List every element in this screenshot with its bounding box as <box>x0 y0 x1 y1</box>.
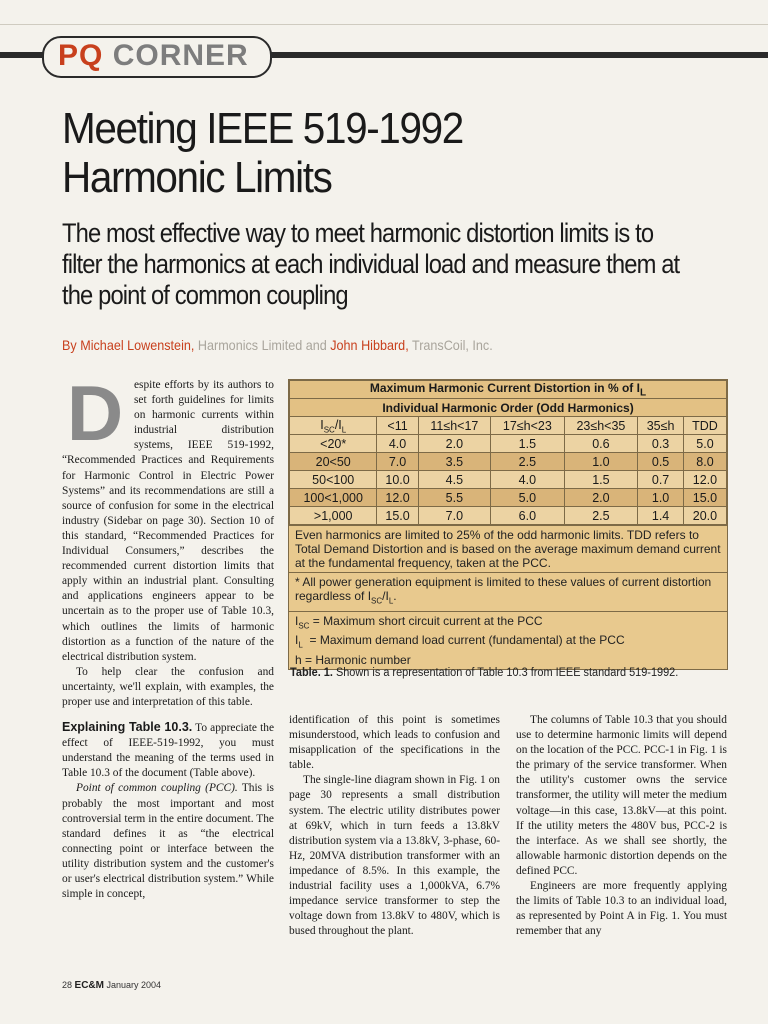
table-cell: 0.3 <box>638 435 684 453</box>
section-heading: Explaining Table 10.3. <box>62 720 193 735</box>
table-cell: 7.0 <box>418 507 490 525</box>
table-subtitle: Individual Harmonic Order (Odd Harmonics) <box>290 399 727 417</box>
column-header: 17≤h<23 <box>491 417 565 435</box>
table-cell: 20.0 <box>683 507 726 525</box>
table-cell: 100<1,000 <box>290 489 377 507</box>
table-cell: 4.5 <box>418 471 490 489</box>
page-number: 28 <box>62 980 73 990</box>
table-cell: 15.0 <box>683 489 726 507</box>
paragraph: The columns of Table 10.3 that you should use to determine harmonic limits will depend on the location of the PCC. PCC-1 in Fig. 1 is the primary of the service transformer. When the utility's customer owns the service transformer, the utility will meter the medium voltage—in this case, 13.8kV—at this point. If the utility meters the 480V bus, PCC-2 is the interface. As we shall see shortly, the allowable harmonic distortion depends on the defined PCC. <box>516 714 727 877</box>
table-cell: 1.0 <box>638 489 684 507</box>
paragraph: espite efforts by its authors to set forth guidelines for limits on harmonic currents within industrial distribution systems, IEEE 519-1992, “Recommended Practices and Requirements for Harmonic Control in Electric Power Systems” and its recommendations are still a source of confusion for some in the electrical industry (Sidebar on page 30). Section 10 of this standard, “Recommended Practices for Individual Consumers,” describes the recommended current distortion limits that apply within an industrial plant. Consulting and applications engineers appear to be uncertain as to the proper use of Table 10.3, which outlines the limits of harmonic distortion as a function of the nature of the electrical distribution system. <box>62 379 274 663</box>
byline: By Michael Lowenstein, Harmonics Limited and John Hibbard, TransCoil, Inc. <box>62 337 493 353</box>
table-cell: 2.0 <box>418 435 490 453</box>
article-subtitle: The most effective way to meet harmonic distortion limits is to filter the harmonics at each individual load and measure them at the point of common coupling <box>62 218 680 310</box>
table-cell: 1.0 <box>564 453 638 471</box>
table-cell: 20<50 <box>290 453 377 471</box>
paragraph: Engineers are more frequently applying the limits of Table 10.3 to an individual load, as represented by Point A in Fig. 1. You must remember that any <box>516 880 727 938</box>
issue-date: January 2004 <box>106 980 162 990</box>
table-cell: 0.6 <box>564 435 638 453</box>
table-cell: 1.5 <box>564 471 638 489</box>
table-cell: >1,000 <box>290 507 377 525</box>
table-cell: 2.5 <box>564 507 638 525</box>
table-cell: 5.5 <box>418 489 490 507</box>
table-cell: 8.0 <box>683 453 726 471</box>
column-header: $I_{SC}/I_L$ <box>290 417 377 435</box>
table-cell: 10.0 <box>377 471 418 489</box>
table-note-generation: * All power generation equipment is limited to these values of current distortion regardless of $I_{SC}/I_L$. <box>289 572 727 610</box>
drop-cap: D <box>66 369 124 457</box>
table-cell: 5.0 <box>491 489 565 507</box>
table-row <box>290 435 727 453</box>
table-caption: Table. 1. Shown is a representation of Table 10.3 from IEEE standard 519-1992. <box>290 667 679 679</box>
table-row <box>290 453 727 471</box>
paragraph: identification of this point is sometimes misunderstood, which leads to confusion and misapplication of the specifications in the table. <box>289 714 500 772</box>
section-label: PQ CORNER <box>58 39 249 72</box>
paragraph: Point of common coupling (PCC). This is probably the most important and most controversial term in the entire document. The standard defines it as “the electrical connecting point or interface between the utility distribution system and the customer's or user's electrical distribution system.” While simple in concept, <box>62 782 274 901</box>
table-cell: 0.5 <box>638 453 684 471</box>
table-cell: 4.0 <box>377 435 418 453</box>
table-row <box>290 471 727 489</box>
table-cell: 15.0 <box>377 507 418 525</box>
table-cell: 50<100 <box>290 471 377 489</box>
table-cell: 6.0 <box>491 507 565 525</box>
table-cell: 0.7 <box>638 471 684 489</box>
table-cell: <20* <box>290 435 377 453</box>
table-cell: 7.0 <box>377 453 418 471</box>
column-header: <11 <box>377 417 418 435</box>
magazine-logo: EC&M <box>74 980 104 991</box>
table-row <box>290 507 727 525</box>
paragraph: To help clear the confusion and uncertainty, we'll explain, with examples, the proper use and interpretation of this table. <box>62 665 274 708</box>
table-note-even-harmonics: Even harmonics are limited to 25% of the odd harmonic limits. TDD refers to Total Demand Distortion and is based on the average maximum demand current at the fundamental frequency, taken at the PCC. <box>289 525 727 572</box>
column-header: 35≤h <box>638 417 684 435</box>
table-cell: 2.0 <box>564 489 638 507</box>
body-column-2 <box>289 713 500 939</box>
table-cell: 5.0 <box>683 435 726 453</box>
article-title: Meeting IEEE 519-1992 Harmonic Limits <box>62 104 463 202</box>
table-title: Maximum Harmonic Current Distortion in % of $I_L$ <box>290 381 727 399</box>
column-header: 11≤h<17 <box>418 417 490 435</box>
table-cell: 2.5 <box>491 453 565 471</box>
body-column-3 <box>516 713 727 939</box>
table-row <box>290 489 727 507</box>
table-cell: 1.5 <box>491 435 565 453</box>
page-footer <box>62 980 161 991</box>
body-column-1 <box>62 369 275 902</box>
table-cell: 12.0 <box>377 489 418 507</box>
column-header: TDD <box>683 417 726 435</box>
table-cell: 3.5 <box>418 453 490 471</box>
table-cell: 1.4 <box>638 507 684 525</box>
table-cell: 4.0 <box>491 471 565 489</box>
top-rule <box>0 24 768 25</box>
table-cell: 12.0 <box>683 471 726 489</box>
column-header: 23≤h<35 <box>564 417 638 435</box>
table-definitions: $I_{SC}$ = Maximum short circuit current at the PCC $I_L$ = Maximum demand load current (fundamental) at the PCC h = Harmonic number <box>289 611 727 669</box>
harmonic-limits-table <box>288 379 728 670</box>
table-header-row <box>290 417 727 435</box>
paragraph: The single-line diagram shown in Fig. 1 on page 30 represents a small distribution system. The electric utility distributes power at 69kV, which in turn feeds a 13.8kV distribution system via a 13.8kV, 3-phase, 60-Hz, 20MVA distribution transformer with an impedance of 8.5%. In this example, the industrial facility uses a 1,000kVA, 6.7% impedance service transformer to step the voltage down from 13.8kV to 480V, which is bused throughout the plant. <box>289 774 500 938</box>
paragraph: Explaining Table 10.3. To appreciate the effect of IEEE-519-1992, you must understand the meaning of the terms used in Table 10.3 of the document (Table above). <box>62 720 275 780</box>
